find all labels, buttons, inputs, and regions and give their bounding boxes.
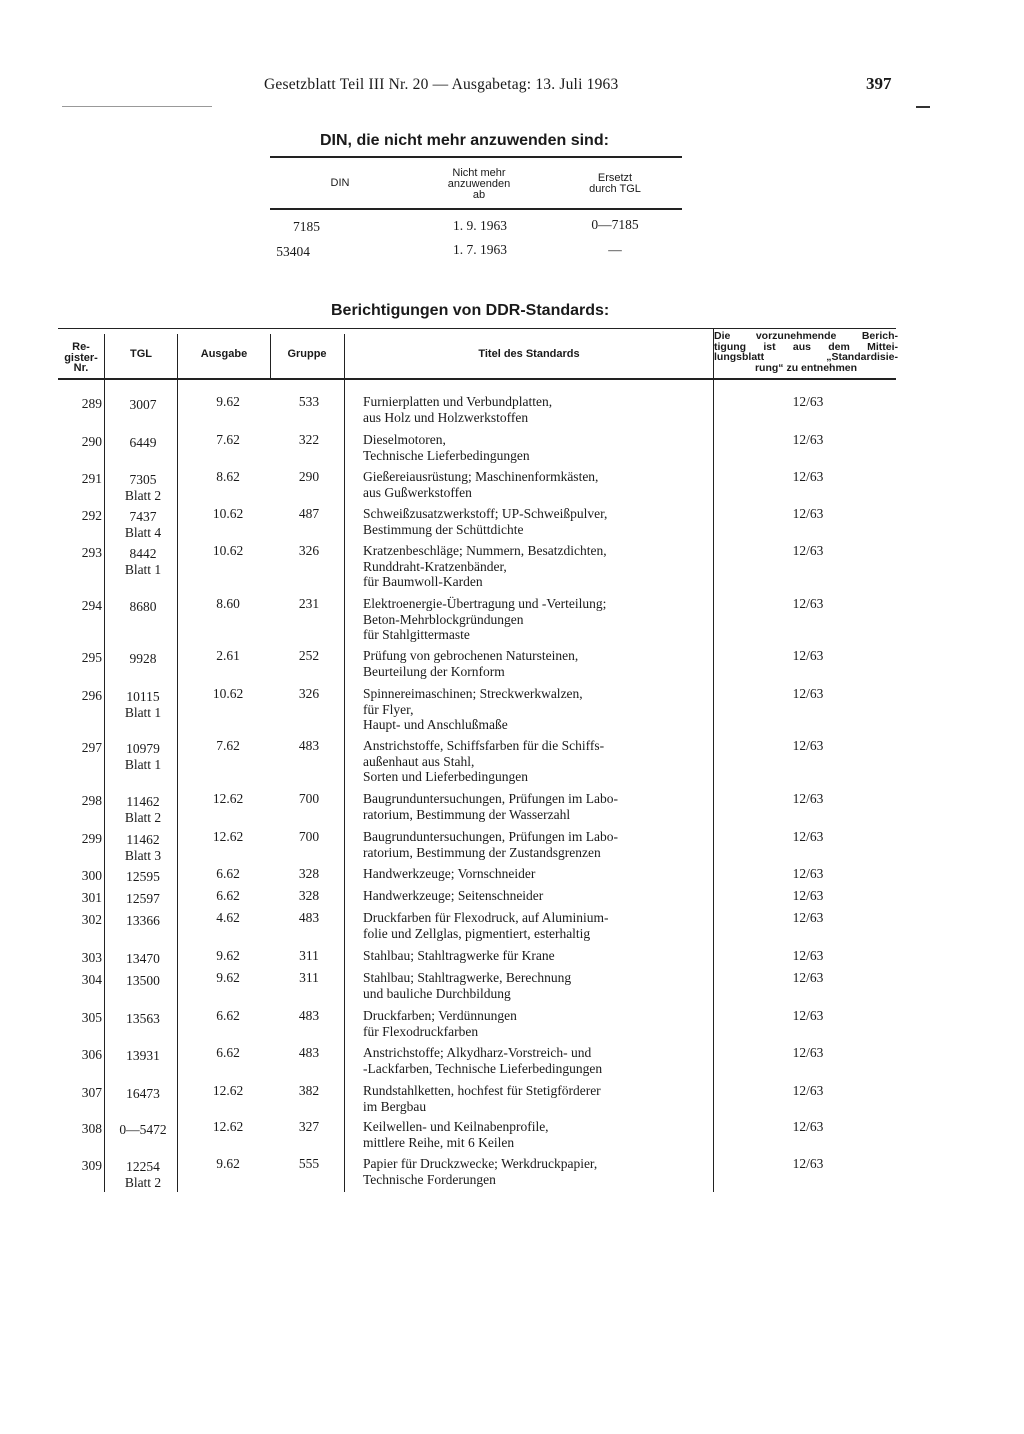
cell-ausgabe: 8.62 [216, 469, 240, 484]
cell-tgl-blatt: Blatt 1 [124, 561, 162, 577]
cell-tgl [108, 1011, 178, 1027]
cell-titel [363, 394, 715, 425]
din-rule-header [270, 208, 682, 210]
cell-tgl-number: 12595 [126, 869, 160, 884]
cell-titel-line: Rundstahlketten, hochfest für Stetigförderer [363, 1083, 601, 1098]
col-header-nr-line3: Nr. [73, 362, 89, 374]
cell-tgl-number: 11462 [126, 832, 160, 847]
cell-tgl-number: 13470 [126, 951, 160, 966]
cell-register-nr: 301 [81, 890, 102, 905]
cell-gruppe: 382 [298, 1083, 320, 1098]
din-section-title: DIN, die nicht mehr anzuwenden sind: [320, 132, 609, 149]
cell-titel [363, 469, 715, 500]
cell-titel-line: Handwerkzeuge; Seitenschneider [363, 888, 544, 903]
cell-mitteilungsblatt: 12/63 [792, 506, 824, 521]
cell-mitteilungsblatt: 12/63 [792, 543, 824, 558]
cell-titel-line: Keilwellen- und Keilnabenprofile, [363, 1119, 549, 1134]
cell-titel-line: Bestimmung der Schüttdichte [363, 521, 524, 537]
col-header-mitteilungsblatt-line2: tigung ist aus dem Mittei- [714, 340, 898, 353]
cell-tgl-blatt: Blatt 1 [124, 704, 162, 720]
cell-tgl-number: 11462 [126, 794, 160, 809]
cell-mitteilungsblatt: 12/63 [792, 1045, 824, 1060]
cell-mitteilungsblatt: 12/63 [792, 648, 824, 663]
cell-gruppe: 290 [298, 469, 320, 484]
cell-ausgabe: 2.61 [216, 648, 240, 663]
din-row-1-din: 7185 [293, 219, 320, 234]
berichtigungen-title: Berichtigungen von DDR-Standards: [331, 302, 610, 319]
cell-titel-line: Baugrunduntersuchungen, Prüfungen im Labo- [363, 791, 618, 806]
cell-tgl [108, 794, 178, 825]
cell-ausgabe: 10.62 [212, 506, 244, 521]
cell-gruppe: 487 [298, 506, 320, 521]
cell-titel [363, 791, 715, 822]
cell-tgl [108, 1159, 178, 1190]
cell-tgl [108, 913, 178, 929]
cell-register-nr: 296 [81, 688, 102, 703]
cell-titel-line: Schweißzusatzwerkstoff; UP-Schweißpulver, [363, 506, 608, 521]
cell-titel [363, 910, 715, 941]
cell-register-nr: 303 [81, 950, 102, 965]
cell-titel-line: Druckfarben für Flexodruck, auf Aluminium- [363, 910, 609, 925]
cell-tgl-blatt: Blatt 2 [124, 487, 162, 503]
cell-mitteilungsblatt: 12/63 [792, 394, 824, 409]
cell-titel-line: Stahlbau; Stahltragwerke, Berechnung [363, 970, 572, 985]
cell-tgl [108, 599, 178, 615]
cell-gruppe: 483 [298, 1008, 320, 1023]
cell-gruppe: 700 [298, 791, 320, 806]
din-col-header-nicht-mehr [420, 168, 538, 201]
cell-titel [363, 648, 715, 679]
cell-tgl-number: 13931 [126, 1048, 160, 1063]
cell-tgl-number: 13366 [126, 913, 160, 928]
col-header-mitteilungsblatt-line3: lungsblatt „Standardisie- [714, 351, 898, 363]
cell-titel-line: Runddraht-Kratzenbänder, [363, 558, 507, 574]
cell-gruppe: 555 [298, 1156, 320, 1171]
cell-titel-line: Stahlbau; Stahltragwerke für Krane [363, 948, 555, 963]
cell-tgl-number: 7305 [129, 472, 157, 487]
cell-mitteilungsblatt: 12/63 [792, 738, 824, 753]
col-header-nr-line1: Re- [72, 341, 90, 353]
din-col-header-ersetzt-line2: durch TGL [589, 183, 641, 195]
din-row-2-ab: 1. 7. 1963 [453, 242, 507, 257]
cell-gruppe: 231 [298, 596, 320, 611]
din-row-2-din: 53404 [276, 244, 310, 259]
cell-ausgabe: 9.62 [216, 948, 240, 963]
cell-ausgabe: 8.60 [216, 596, 240, 611]
col-rule-gruppe [344, 334, 345, 1192]
cell-gruppe: 533 [298, 394, 320, 409]
cell-gruppe: 328 [298, 888, 320, 903]
cell-register-nr: 295 [81, 650, 102, 665]
cell-titel [363, 866, 715, 882]
cell-tgl-number: 6449 [129, 435, 157, 450]
cell-titel-line: Furnierplatten und Verbundplatten, [363, 394, 553, 409]
cell-gruppe: 483 [298, 738, 320, 753]
cell-tgl-number: 13500 [126, 973, 160, 988]
cell-titel-line: mittlere Reihe, mit 6 Keilen [363, 1134, 515, 1150]
cell-gruppe: 483 [298, 1045, 320, 1060]
cell-ausgabe: 10.62 [212, 543, 244, 558]
cell-register-nr: 305 [81, 1010, 102, 1025]
cell-titel-line: Papier für Druckzwecke; Werkdruckpapier, [363, 1156, 598, 1171]
cell-titel-line: Druckfarben; Verdünnungen [363, 1008, 517, 1023]
cell-register-nr: 308 [81, 1121, 102, 1136]
cell-titel-line: und bauliche Durchbildung [363, 985, 511, 1001]
cell-titel [363, 686, 715, 733]
cell-register-nr: 291 [81, 471, 102, 486]
din-col-header-ersetzt-line1: Ersetzt [597, 172, 633, 184]
header-rule-right [916, 106, 930, 108]
din-row-2-ersetzt: — [608, 242, 622, 257]
col-header-mitteilungsblatt [714, 331, 898, 373]
cell-tgl-number: 16473 [126, 1086, 160, 1101]
cell-mitteilungsblatt: 12/63 [792, 596, 824, 611]
cell-register-nr: 304 [81, 972, 102, 987]
cell-titel [363, 829, 715, 860]
col-header-titel: Titel des Standards [478, 348, 580, 360]
cell-titel-line: folie und Zellglas, pigmentiert, esterhaltig [363, 925, 591, 941]
cell-tgl-blatt: Blatt 4 [124, 524, 162, 540]
cell-tgl [108, 951, 178, 967]
cell-mitteilungsblatt: 12/63 [792, 948, 824, 963]
cell-register-nr: 307 [81, 1085, 102, 1100]
cell-tgl [108, 689, 178, 720]
cell-mitteilungsblatt: 12/63 [792, 1156, 824, 1171]
cell-gruppe: 322 [298, 432, 320, 447]
cell-ausgabe: 9.62 [216, 1156, 240, 1171]
cell-tgl-blatt: Blatt 1 [124, 756, 162, 772]
cell-titel [363, 1045, 715, 1076]
cell-tgl-number: 12254 [126, 1159, 160, 1174]
cell-titel-line: Prüfung von gebrochenen Natursteinen, [363, 648, 579, 663]
cell-tgl-number: 8680 [129, 599, 157, 614]
cell-gruppe: 326 [298, 543, 320, 558]
cell-register-nr: 292 [81, 508, 102, 523]
cell-titel [363, 1119, 715, 1150]
cell-register-nr: 298 [81, 793, 102, 808]
cell-titel [363, 1083, 715, 1114]
cell-titel-line: Kratzenbeschläge; Nummern, Besatzdichten, [363, 543, 607, 558]
cell-tgl-number: 9928 [129, 651, 157, 666]
cell-tgl [108, 869, 178, 885]
cell-register-nr: 290 [81, 434, 102, 449]
cell-titel-line: Elektroenergie-Übertragung und -Verteilung; [363, 596, 607, 611]
din-col-header-nicht-mehr-line3: ab [472, 189, 486, 201]
col-header-mitteilungsblatt-line1: Die vorzunehmende Berich- [714, 330, 898, 342]
cell-titel-line: Haupt- und Anschlußmaße [363, 717, 508, 732]
col-header-ausgabe: Ausgabe [200, 348, 248, 360]
cell-register-nr: 306 [81, 1047, 102, 1062]
cell-ausgabe: 12.62 [212, 1119, 244, 1134]
din-col-header-ersetzt [560, 173, 670, 195]
cell-gruppe: 311 [299, 970, 319, 985]
cell-tgl-number: 3007 [129, 397, 157, 412]
cell-titel-line: Spinnereimaschinen; Streckwerkwalzen, [363, 686, 583, 701]
cell-tgl-blatt: Blatt 3 [124, 847, 162, 863]
cell-titel-line: für Flyer, [363, 701, 414, 717]
cell-tgl-blatt: Blatt 2 [124, 809, 162, 825]
cell-titel-line: Technische Lieferbedingungen [363, 447, 530, 463]
cell-register-nr: 294 [81, 598, 102, 613]
cell-titel [363, 432, 715, 463]
cell-titel-line: für Stahlgittermaste [363, 627, 470, 642]
berichtigungen-rule-top [58, 328, 896, 329]
cell-ausgabe: 6.62 [216, 1045, 240, 1060]
cell-titel [363, 948, 715, 964]
cell-gruppe: 700 [298, 829, 320, 844]
cell-titel-line: Baugrunduntersuchungen, Prüfungen im Labo- [363, 829, 618, 844]
cell-tgl [108, 1086, 178, 1102]
cell-tgl-number: 7437 [129, 509, 157, 524]
cell-mitteilungsblatt: 12/63 [792, 432, 824, 447]
cell-register-nr: 297 [81, 740, 102, 755]
cell-tgl [108, 741, 178, 772]
cell-titel-line: für Baumwoll-Karden [363, 574, 483, 589]
cell-mitteilungsblatt: 12/63 [792, 686, 824, 701]
cell-tgl [108, 435, 178, 451]
cell-gruppe: 328 [298, 866, 320, 881]
cell-titel-line: -Lackfarben, Technische Lieferbedingungen [363, 1060, 603, 1076]
cell-tgl-number: 0—5472 [119, 1122, 167, 1137]
cell-gruppe: 252 [298, 648, 320, 663]
cell-titel-line: Beton-Mehrblockgründungen [363, 611, 524, 627]
cell-ausgabe: 9.62 [216, 970, 240, 985]
din-col-header-din: DIN [330, 177, 350, 189]
cell-mitteilungsblatt: 12/63 [792, 970, 824, 985]
cell-tgl [108, 397, 178, 413]
cell-ausgabe: 12.62 [212, 1083, 244, 1098]
cell-titel-line: ratorium, Bestimmung der Wasserzahl [363, 806, 571, 822]
din-col-header-nicht-mehr-line1: Nicht mehr [452, 167, 506, 179]
cell-mitteilungsblatt: 12/63 [792, 791, 824, 806]
cell-tgl-number: 12597 [126, 891, 160, 906]
cell-tgl [108, 973, 178, 989]
cell-mitteilungsblatt: 12/63 [792, 866, 824, 881]
cell-mitteilungsblatt: 12/63 [792, 829, 824, 844]
cell-titel-line: Handwerkzeuge; Vornschneider [363, 866, 536, 881]
cell-titel-line: Beurteilung der Kornform [363, 663, 505, 679]
col-header-nr-line2: gister- [64, 351, 98, 364]
cell-titel [363, 1156, 715, 1187]
cell-tgl [108, 472, 178, 503]
cell-titel [363, 970, 715, 1001]
cell-register-nr: 300 [81, 868, 102, 883]
berichtigungen-rule-header [58, 378, 896, 380]
cell-ausgabe: 10.62 [212, 686, 244, 701]
cell-register-nr: 289 [81, 396, 102, 411]
cell-ausgabe: 7.62 [216, 738, 240, 753]
col-header-gruppe: Gruppe [287, 348, 327, 360]
din-row-1-ersetzt: 0—7185 [591, 217, 639, 232]
cell-titel-line: Anstrichstoffe, Schiffsfarben für die Schiffs- [363, 738, 605, 753]
cell-mitteilungsblatt: 12/63 [792, 469, 824, 484]
col-rule-ausgabe [270, 334, 271, 378]
running-title: Gesetzblatt Teil III Nr. 20 — Ausgabetag: 13. Juli 1963 [264, 76, 619, 93]
cell-titel [363, 543, 715, 590]
cell-gruppe: 327 [298, 1119, 320, 1134]
cell-ausgabe: 6.62 [216, 1008, 240, 1023]
cell-titel [363, 1008, 715, 1039]
cell-titel [363, 888, 715, 904]
cell-tgl [108, 832, 178, 863]
cell-tgl [108, 1048, 178, 1064]
cell-register-nr: 309 [81, 1158, 102, 1173]
cell-ausgabe: 7.62 [216, 432, 240, 447]
cell-tgl-number: 10115 [126, 689, 160, 704]
cell-mitteilungsblatt: 12/63 [792, 1008, 824, 1023]
col-rule-nr [104, 334, 105, 1192]
cell-titel-line: Dieselmotoren, [363, 432, 446, 447]
cell-titel-line: im Bergbau [363, 1098, 427, 1114]
din-rule-top [270, 156, 682, 158]
cell-register-nr: 293 [81, 545, 102, 560]
col-header-nr [58, 342, 104, 374]
cell-gruppe: 483 [298, 910, 320, 925]
cell-tgl-blatt: Blatt 2 [124, 1174, 162, 1190]
cell-titel-line: aus Gußwerkstoffen [363, 484, 472, 500]
cell-mitteilungsblatt: 12/63 [792, 910, 824, 925]
cell-ausgabe: 9.62 [216, 394, 240, 409]
col-header-mitteilungsblatt-line4: rung“ zu entnehmen [754, 361, 858, 374]
cell-tgl [108, 1122, 178, 1138]
cell-titel-line: Technische Forderungen [363, 1171, 496, 1187]
cell-titel-line: für Flexodruckfarben [363, 1023, 479, 1039]
cell-mitteilungsblatt: 12/63 [792, 888, 824, 903]
col-header-tgl: TGL [130, 348, 152, 360]
cell-gruppe: 326 [298, 686, 320, 701]
cell-gruppe: 311 [299, 948, 319, 963]
cell-titel-line: außenhaut aus Stahl, [363, 753, 475, 769]
cell-titel [363, 596, 715, 643]
cell-mitteilungsblatt: 12/63 [792, 1119, 824, 1134]
cell-ausgabe: 12.62 [212, 791, 244, 806]
cell-ausgabe: 6.62 [216, 888, 240, 903]
cell-mitteilungsblatt: 12/63 [792, 1083, 824, 1098]
header-rule-left [62, 106, 212, 107]
cell-titel-line: ratorium, Bestimmung der Zustandsgrenzen [363, 844, 601, 860]
cell-titel-line: Gießereiausrüstung; Maschinenformkästen, [363, 469, 599, 484]
din-col-header-nicht-mehr-line2: anzuwenden [447, 178, 511, 190]
cell-ausgabe: 12.62 [212, 829, 244, 844]
cell-tgl-number: 8442 [129, 546, 157, 561]
cell-tgl [108, 891, 178, 907]
cell-tgl-number: 13563 [126, 1011, 160, 1026]
cell-titel [363, 738, 715, 785]
din-row-1-ab: 1. 9. 1963 [453, 218, 507, 233]
cell-register-nr: 302 [81, 912, 102, 927]
cell-titel [363, 506, 715, 537]
page-number: 397 [866, 74, 892, 93]
cell-tgl [108, 546, 178, 577]
cell-tgl-number: 10979 [126, 741, 160, 756]
cell-register-nr: 299 [81, 831, 102, 846]
cell-tgl [108, 509, 178, 540]
cell-ausgabe: 4.62 [216, 910, 240, 925]
cell-titel-line: aus Holz und Holzwerkstoffen [363, 409, 529, 425]
cell-tgl [108, 651, 178, 667]
cell-ausgabe: 6.62 [216, 866, 240, 881]
cell-titel-line: Sorten und Lieferbedingungen [363, 769, 528, 784]
cell-titel-line: Anstrichstoffe; Alkydharz-Vorstreich- und [363, 1045, 592, 1060]
